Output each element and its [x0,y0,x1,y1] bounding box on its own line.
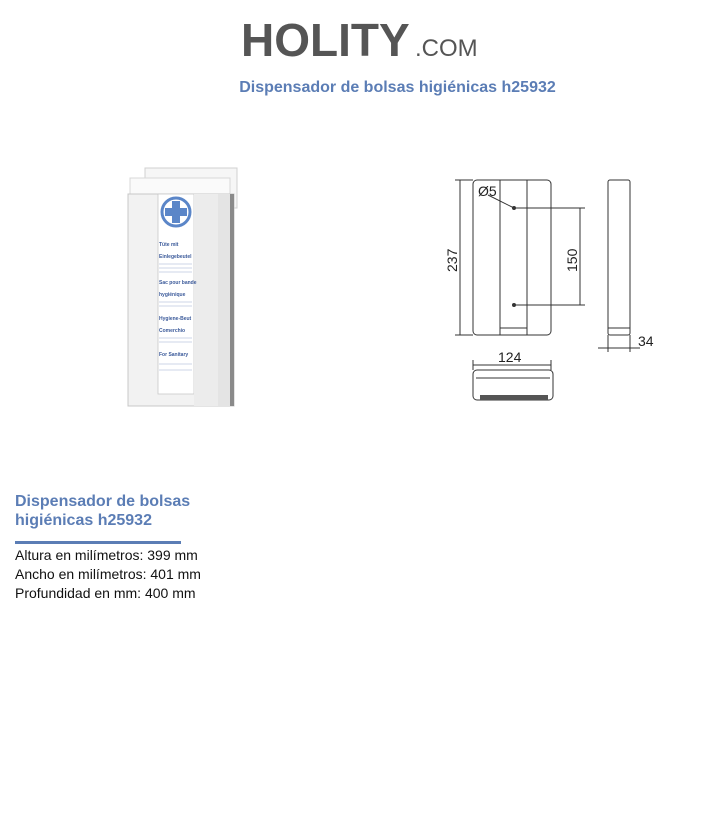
technical-drawing [440,170,665,410]
leaflet-line-5: Hygiene-Beut [159,316,192,322]
holity-logo[interactable] [241,12,481,72]
leaflet-line-2: Einlegebeutel [159,254,192,260]
spec-depth: Profundidad en mm: 400 mm [15,585,196,601]
product-heading: Dispensador de bolsas higiénicas h25932 [15,493,191,529]
leaflet-line-3: Sac pour bande [159,280,197,286]
leaflet-line-6: Comerchio [159,328,186,334]
spec-height: Altura en milímetros: 399 mm [15,547,198,563]
height-label: 237 [444,248,460,272]
page-title: Dispensador de bolsas higiénicas h25932 [239,79,556,96]
hole-diameter-label: Ø5 [478,183,497,199]
side-view-outline [608,180,630,335]
hole-spacing-label: 150 [564,248,580,272]
logo-text-suffix: .COM [415,35,478,62]
depth-label: 34 [638,333,654,349]
spec-list [15,546,201,603]
leaflet-line-7: For Sanitary [159,352,189,358]
spec-width: Ancho en milímetros: 401 mm [15,566,201,582]
logo-text-main: HOLITY [241,14,410,66]
leaflet-line-1: Tüte mit [159,242,179,248]
width-label: 124 [498,349,522,365]
leaflet-line-4: hygiénique [159,292,186,298]
heading-divider [15,541,181,544]
product-photo [120,160,245,415]
front-view-outline [473,180,551,335]
